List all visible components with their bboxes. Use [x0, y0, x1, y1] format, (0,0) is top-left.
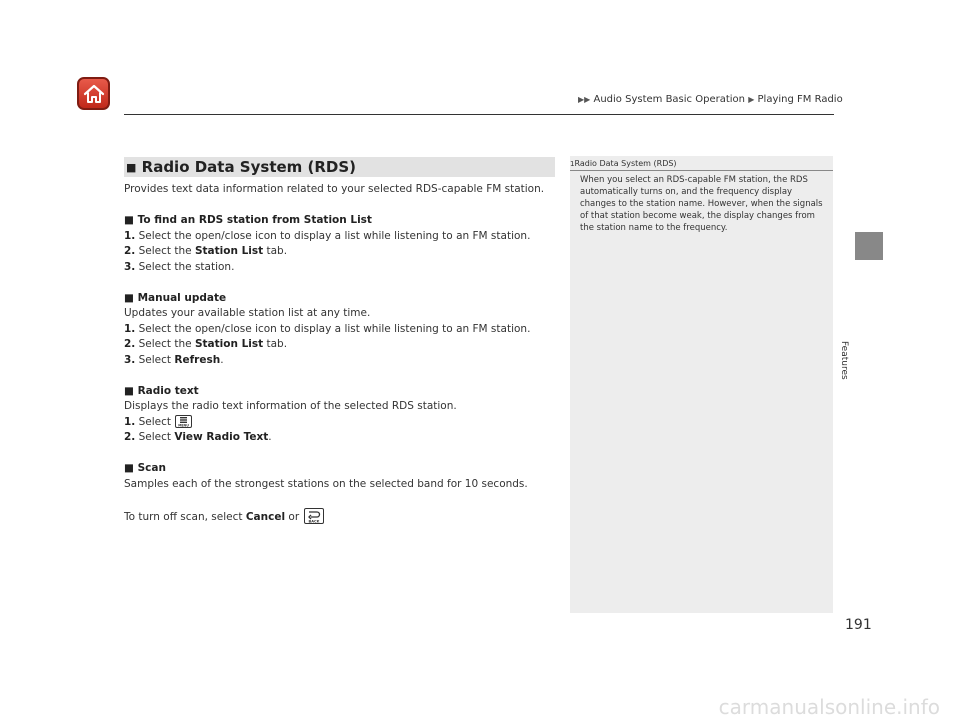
svg-text:MENU: MENU [178, 423, 190, 427]
step-item: 2. Select the Station List tab. [124, 338, 288, 350]
note-marker-icon: 1 [570, 160, 575, 168]
square-bullet-icon: ■ [124, 384, 134, 397]
description-text: Updates your available station list at any time. [124, 307, 371, 319]
back-icon [304, 508, 324, 524]
description-text: Displays the radio text information of the selected RDS station. [124, 400, 457, 412]
description-text: Samples each of the strongest stations on the selected band for 10 seconds. [124, 477, 528, 490]
watermark [0, 692, 960, 722]
subheading-scan: ■ Scan [124, 462, 166, 474]
breadcrumb-item[interactable]: Playing FM Radio [757, 94, 843, 105]
intro-text: Provides text data information related to your selected RDS-capable FM station. [124, 183, 545, 195]
chapter-tab-label: Features [839, 341, 849, 380]
square-bullet-icon: ■ [124, 291, 134, 304]
step-item: 2. Select the Station List tab. [124, 245, 288, 257]
breadcrumb-arrow-icon: ▶ [748, 95, 755, 104]
section-heading [124, 157, 555, 177]
square-bullet-icon: ■ [126, 161, 137, 174]
header-divider [124, 114, 834, 115]
subheading-find: ■ To find an RDS station from Station List [124, 214, 372, 226]
step-item: 1. Select MENU [124, 415, 554, 431]
subheading-manual: ■ Manual update [124, 291, 227, 304]
breadcrumb [578, 94, 843, 105]
square-bullet-icon: ■ [124, 214, 134, 226]
scan-off-instruction: To turn off scan, select Cancel or BACK [124, 508, 554, 524]
chapter-tab[interactable] [855, 232, 883, 260]
side-note-body: When you select an RDS-capable FM station, the RDS automatically turns on, and the frequency display changes to the station name. However, when the signals of that station become weak, the display changes from the station name to the frequency. [580, 175, 823, 233]
step-item: 1. Select the open/close icon to display a list while listening to an FM station. [124, 322, 531, 335]
side-note-heading: 1Radio Data System (RDS) [570, 157, 833, 171]
breadcrumb-arrow-icon: ▶▶ [578, 95, 591, 104]
breadcrumb-item[interactable]: Audio System Basic Operation [593, 94, 745, 105]
step-item: 1. Select the open/close icon to display a list while listening to an FM station. [124, 229, 531, 242]
main-content [124, 182, 554, 523]
subheading-radio-text: ■ Radio text [124, 384, 199, 397]
step-item: 3. Select Refresh. [124, 353, 224, 366]
section-title: Radio Data System (RDS) [141, 158, 357, 176]
home-icon [83, 84, 105, 104]
menu-icon [175, 415, 192, 428]
home-button[interactable] [77, 77, 110, 110]
step-item: 2. Select View Radio Text. [124, 431, 272, 443]
svg-text:carmanualsonline.info: carmanualsonline.info [718, 695, 940, 719]
svg-text:BACK: BACK [308, 518, 319, 523]
step-item: 3. Select the station. [124, 260, 235, 273]
page-number: 191 [845, 617, 872, 633]
square-bullet-icon: ■ [124, 462, 134, 474]
